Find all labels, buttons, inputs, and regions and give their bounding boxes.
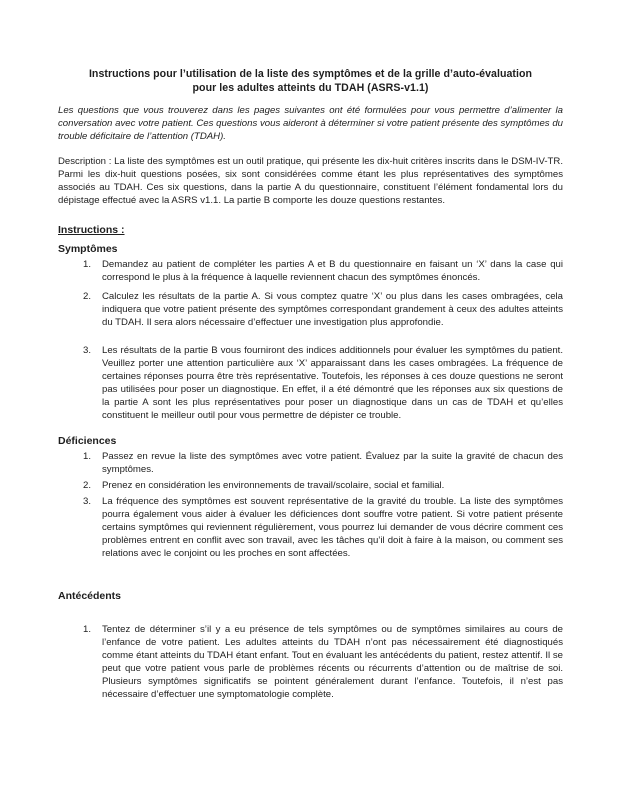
item-number: 2. xyxy=(83,291,92,302)
document-content xyxy=(58,68,563,701)
item-text: Tentez de déterminer s’il y a eu présence de tels symptômes ou de symptômes similaires au cours de l’enfance de votre patient. Les adultes atteints du TDAH n’ont pas nécessairement été diagnostiqués comme étant atteints du TDAH étant enfant. Tout en évaluant les antécédents du patient, restez attentif. Il se peut que votre patient vous parle de problèmes récents ou récurrents d’attention ou de maîtrise de soi. Plusieurs symptômes significatifs se pointent généralement durant l’enfance. Toutefois, il n’est pas nécessaire d’effectuer une symptomatologie complète. xyxy=(102,624,563,700)
list-item-symptomes-2 xyxy=(58,290,563,342)
item-text: Calculez les résultats de la partie A. Si vous comptez quatre ‘X’ ou plus dans les cases ombragées, cela indiquera que votre patient présente des symptômes correspondant grandement à ceux des adultes atteints du TDAH. Il sera alors nécessaire d’effectuer une investigation plus approfondie. xyxy=(102,291,563,328)
item-number: 2. xyxy=(83,480,92,491)
item-number: 3. xyxy=(83,345,92,356)
item-text: La fréquence des symptômes est souvent représentative de la gravité du trouble. La liste des symptômes pourra également vous aider à évaluer les déficiences dont souffre votre patient. Si votre patient présente certains symptômes qui reviennent régulièrement, vous pourrez lui demander de vous décrire comment ces problèmes entrent en conflit avec son travail, avec les tâches qu’il doit à faire à la maison, ou comment ses relations avec le conjoint ou les proches en sont affectées. xyxy=(102,496,563,559)
description-paragraph: Description : La liste des symptômes est un outil pratique, qui présente les dix-huit critères inscrits dans le DSM-IV-TR. Parmi les dix-huit questions posées, six sont considérées comme étant les plus représentatives des symptômes associés au TDAH. Ces six questions, dans la partie A du questionnaire, constituent l’élément fondamental lors du dépistage effectué avec la ASRS v1.1. La partie B comporte les douze questions restantes. xyxy=(58,156,563,206)
item-number: 1. xyxy=(83,451,92,462)
title-line-1: Instructions pour l’utilisation de la liste des symptômes et de la grille d’auto-évaluation xyxy=(88,68,533,80)
title-line-2: pour les adultes atteints du TDAH (ASRS-v1.1) xyxy=(192,81,429,94)
section-heading-antecedents: Antécédents xyxy=(58,590,122,602)
item-text: Prenez en considération les environnements de travail/scolaire, social et familial. xyxy=(102,480,445,491)
item-number: 3. xyxy=(83,496,92,507)
item-text: Passez en revue la liste des symptômes avec votre patient. Évaluez par la suite la gravité de chacun des symptômes. xyxy=(102,451,563,475)
section-heading-deficiences: Déficiences xyxy=(58,435,117,447)
item-number: 1. xyxy=(83,259,92,270)
item-text: Demandez au patient de compléter les parties A et B du questionnaire en faisant un ‘X’ dans la case qui correspond le plus à la fréquence à laquelle reviennent chacun des symptômes énoncés. xyxy=(102,259,563,283)
list-item-deficiences-3 xyxy=(58,495,563,573)
intro-paragraph: Les questions que vous trouverez dans les pages suivantes ont été formulées pour vous permettre d’alimenter la conversation avec votre patient. Ces questions vous aideront à déterminer si votre patient présente des symptômes du trouble déficitaire de l’attention (TDAH). xyxy=(58,105,563,142)
instructions-heading: Instructions : xyxy=(58,224,125,236)
document-title xyxy=(58,68,563,95)
item-text: Les résultats de la partie B vous fourniront des indices additionnels pour évaluer les symptômes du patient. Veuillez porter une attention particulière aux ‘X’ apparaissant dans les cases ombragées. La fréquence de certaines réponses pourra être très représentative. Toutefois, les réponses à ces douze questions ne seront pas utilisées pour poser un diagnostique. En effet, il a été démontré que les réponses aux six questions de la partie A sont les plus représentatives pour poser un diagnostique dans un cas de TDAH et qu’elles constituent le meilleur outil pour vous permettre de dépister ce trouble. xyxy=(102,345,563,421)
list-item-deficiences-1 xyxy=(58,450,563,476)
list-item-deficiences-2 xyxy=(58,479,563,492)
list-item-symptomes-3 xyxy=(58,344,563,435)
list-item-antecedents-1 xyxy=(58,623,563,701)
section-heading-symptomes: Symptômes xyxy=(58,243,118,255)
item-number: 1. xyxy=(83,624,92,635)
list-item-symptomes-1 xyxy=(58,258,563,284)
